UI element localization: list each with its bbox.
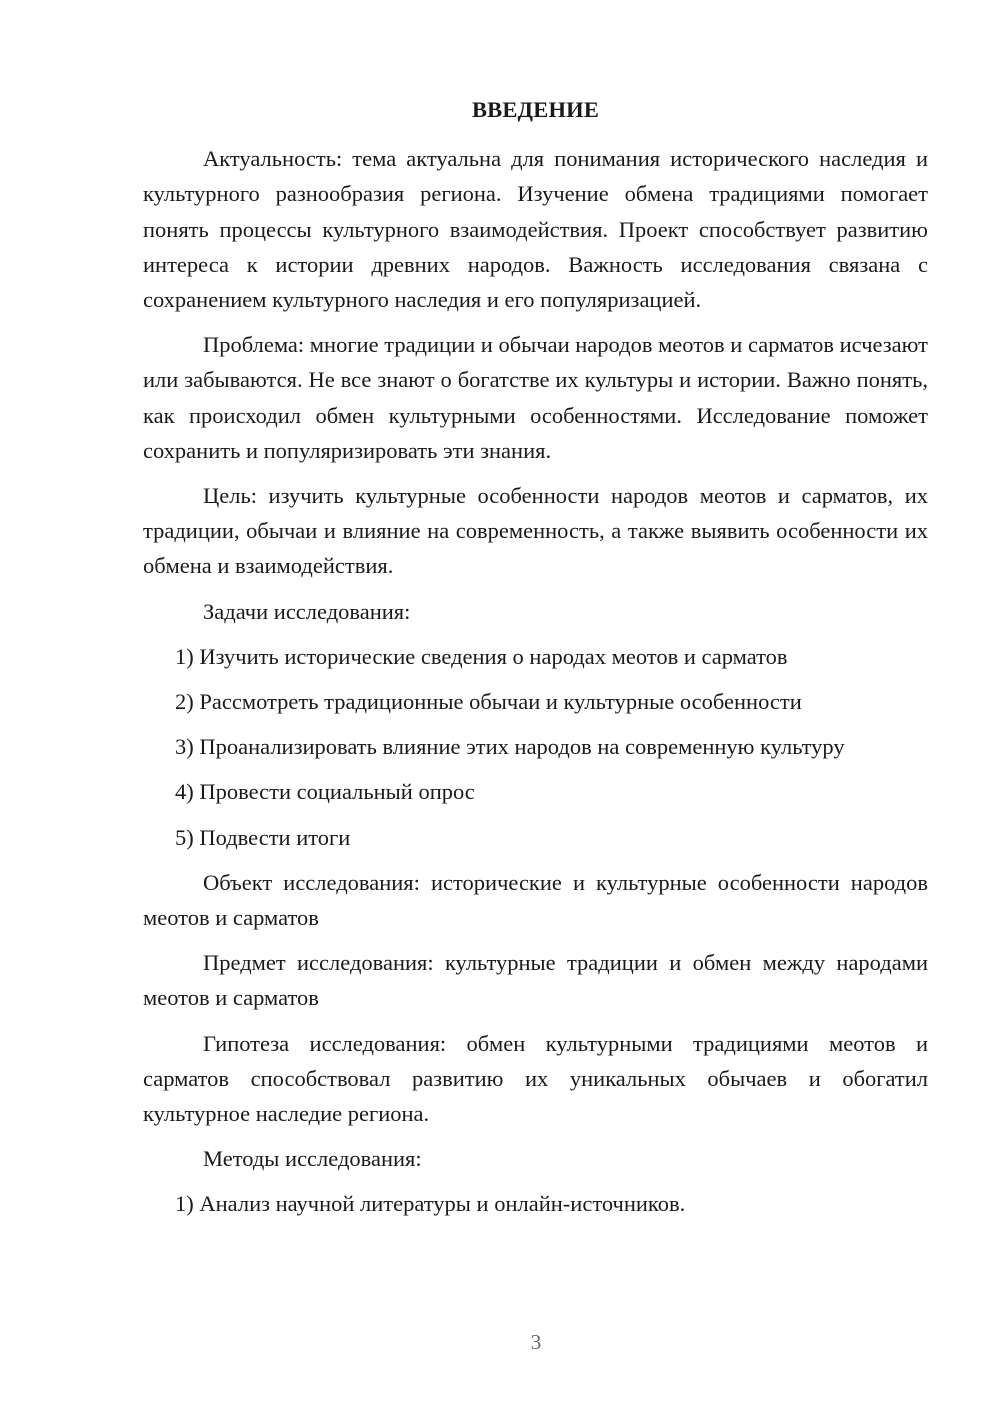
- task-item: 3) Проанализировать влияние этих народов на современную культуру: [175, 734, 845, 760]
- tasks-label: Задачи исследования:: [203, 598, 411, 624]
- subject-paragraph: Предмет исследования: культурные традиции и обмен между народами меотов и сарматов: [143, 950, 928, 1011]
- problem-paragraph: Проблема: многие традиции и обычаи народов меотов и сарматов исчезают или забываются. Не все знают о богатстве их культуры и истории. Важно понять, как происходил обмен культурными особенностями. Исследование поможет сохранить и популяризировать эти знания.: [143, 332, 928, 463]
- method-item: 1) Анализ научной литературы и онлайн-источников.: [175, 1191, 686, 1217]
- methods-label: Методы исследования:: [203, 1146, 422, 1172]
- section-heading: ВВЕДЕНИЕ: [471, 97, 600, 122]
- page-number: 3: [530, 1330, 542, 1354]
- tasks-list: [143, 639, 928, 855]
- hypothesis-paragraph: Гипотеза исследования: обмен культурными традициями меотов и сарматов способствовал развитию их уникальных обычаев и обогатил культурное наследие региона.: [143, 1030, 928, 1127]
- page-content: [143, 92, 928, 1232]
- relevance-paragraph: Актуальность: тема актуальна для понимания исторического наследия и культурного разнообразия региона. Изучение обмена традициями помогает понять процессы культурного взаимодействия. Проект способствует развитию интереса к истории древних народов. Важность исследования связана с сохранением культурного наследия и его популяризацией.: [143, 146, 928, 313]
- task-item: 2) Рассмотреть традиционные обычаи и культурные особенности: [175, 689, 802, 715]
- task-item: 5) Подвести итоги: [175, 824, 351, 850]
- object-paragraph: Объект исследования: исторические и культурные особенности народов меотов и сарматов: [143, 869, 928, 931]
- goal-paragraph: Цель: изучить культурные особенности народов меотов и сарматов, их традиции, обычаи и влияние на современность, а также выявить особенности их обмена и взаимодействия.: [143, 483, 928, 579]
- task-item: 4) Провести социальный опрос: [175, 779, 475, 805]
- task-item: 1) Изучить исторические сведения о народах меотов и сарматов: [175, 643, 788, 669]
- methods-list: [143, 1186, 928, 1221]
